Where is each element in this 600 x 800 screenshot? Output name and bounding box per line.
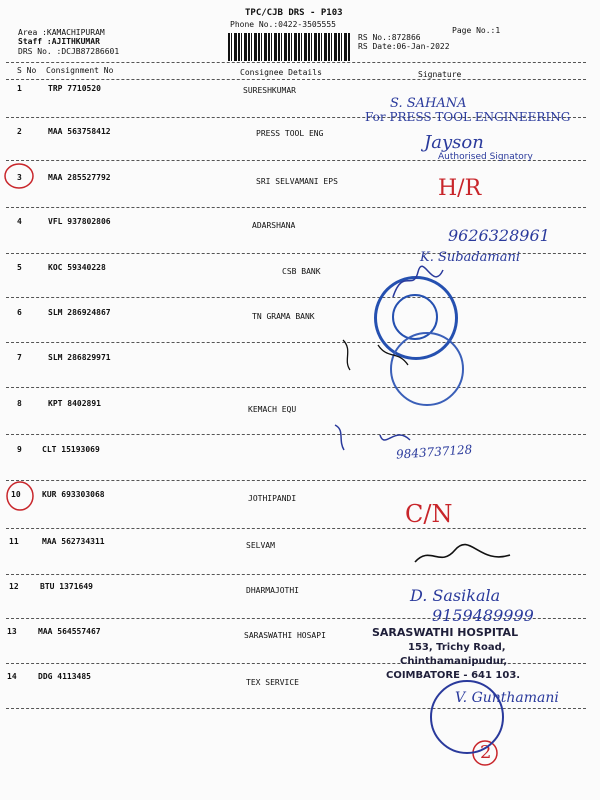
- staff-label: Staff :AJITHKUMAR: [18, 37, 100, 46]
- hospital-address-3: COIMBATORE - 641 103.: [386, 670, 521, 681]
- row-sno: 8: [17, 399, 22, 408]
- row-rule: [6, 297, 586, 298]
- phone-row9: 9843737128: [395, 442, 473, 462]
- press-tool-signature: Jayson: [424, 132, 484, 153]
- col-consignment: Consignment No: [46, 66, 114, 75]
- row-consignment: KUR 693303068: [42, 490, 105, 499]
- row-sno: 4: [17, 217, 22, 226]
- doc-title: TPC/CJB DRS - P103: [245, 8, 343, 18]
- row-sno: 10: [11, 490, 21, 499]
- rs-number: RS No.:872866: [358, 33, 421, 42]
- row-consignee: TN GRAMA BANK: [252, 312, 315, 321]
- col-consignee: Consignee Details: [240, 68, 322, 77]
- press-tool-company: For PRESS TOOL ENGINEERING: [365, 110, 571, 124]
- row-rule: [6, 574, 586, 575]
- barcode: [228, 33, 350, 61]
- row-sno: 6: [17, 308, 22, 317]
- row-consignment: DDG 4113485: [38, 672, 91, 681]
- header-rule-bottom: [6, 79, 586, 80]
- row-rule: [6, 387, 586, 388]
- hospital-address-1: 153, Trichy Road,: [408, 642, 506, 653]
- page-number: Page No.:1: [452, 26, 501, 35]
- row-consignee: KEMACH EQU: [248, 405, 297, 414]
- table-row: [0, 127, 600, 171]
- table-row: [0, 173, 600, 217]
- cn-annotation: C/N: [405, 500, 453, 528]
- row-consignee: PRESS TOOL ENG: [256, 129, 324, 138]
- hr-annotation: H/R: [438, 176, 482, 201]
- row-consignment: SLM 286829971: [48, 353, 111, 362]
- table-row: [0, 445, 600, 489]
- row-consignment: SLM 286924867: [48, 308, 111, 317]
- rs-date: RS Date:06-Jan-2022: [358, 42, 450, 51]
- hospital-address-2: Chinthamanipudur,: [400, 656, 508, 667]
- signature-row11: [410, 540, 520, 570]
- name-row14: V. Gunthamani: [455, 690, 559, 706]
- row-sno: 14: [7, 672, 17, 681]
- red-circle-row10: [4, 478, 36, 514]
- phone-row12: 9159489999: [432, 606, 534, 625]
- row-consignee: ADARSHANA: [252, 221, 296, 230]
- row-sno: 9: [17, 445, 22, 454]
- row-rule: [6, 207, 586, 208]
- signature-row7: [338, 335, 418, 375]
- row-sno: 7: [17, 353, 22, 362]
- press-tool-name: S. SAHANA: [390, 96, 467, 111]
- row-consignee: DHARMAJOTHI: [246, 586, 299, 595]
- table-row: [0, 263, 600, 307]
- page-mark: 2: [480, 742, 492, 763]
- row-sno: 12: [9, 582, 19, 591]
- row-consignment: BTU 1371649: [40, 582, 93, 591]
- drs-number: DRS No. :DCJB87286601: [18, 47, 120, 56]
- row-consignment: KOC 59340228: [48, 263, 106, 272]
- authorised-signatory: Authorised Signatory: [438, 152, 533, 162]
- phone-row4: 9626328961: [448, 226, 550, 245]
- row-consignee: JOTHIPANDI: [248, 494, 297, 503]
- row-consignee: SRI SELVAMANI EPS: [256, 177, 338, 186]
- name-row4: K. Subadamani: [420, 250, 521, 265]
- table-row: [0, 399, 600, 443]
- row-sno: 5: [17, 263, 22, 272]
- row-consignment: MAA 564557467: [38, 627, 101, 636]
- row-consignee: SELVAM: [246, 541, 275, 550]
- row-consignee: SARASWATHI HOSAPI: [244, 631, 326, 640]
- row-sno: 3: [17, 173, 22, 182]
- row-consignment: MAA 562734311: [42, 537, 105, 546]
- table-row: [0, 353, 600, 397]
- row-consignment: MAA 563758412: [48, 127, 111, 136]
- row-sno: 1: [17, 84, 22, 93]
- row-rule: [6, 528, 586, 529]
- row-consignment: CLT 15193069: [42, 445, 100, 454]
- row-rule: [6, 342, 586, 343]
- tex-service-stamp: [430, 680, 504, 754]
- row-sno: 13: [7, 627, 17, 636]
- signature-row5: [388, 262, 448, 302]
- area-label: Area :KAMACHIPURAM: [18, 28, 105, 37]
- hospital-name: SARASWATHI HOSPITAL: [372, 626, 519, 639]
- row-consignee: CSB BANK: [282, 267, 321, 276]
- row-consignment: TRP 7710520: [48, 84, 101, 93]
- header-rule-top: [6, 62, 586, 63]
- col-signature: Signature: [418, 70, 462, 79]
- row-consignee: TEX SERVICE: [246, 678, 299, 687]
- row-rule: [6, 434, 586, 435]
- row-consignment: VFL 937802806: [48, 217, 111, 226]
- row-sno: 11: [9, 537, 19, 546]
- signature-row8: [330, 420, 420, 460]
- row-consignment: KPT 8402891: [48, 399, 101, 408]
- name-row12: D. Sasikala: [410, 586, 501, 605]
- table-row: [0, 308, 600, 352]
- row-rule: [6, 480, 586, 481]
- row-consignee: SURESHKUMAR: [243, 86, 296, 95]
- row-sno: 2: [17, 127, 22, 136]
- row-consignment: MAA 285527792: [48, 173, 111, 182]
- red-circle-row3: [2, 160, 36, 192]
- phone-number: Phone No.:0422-3505555: [230, 20, 336, 29]
- col-sno: S No: [17, 66, 37, 75]
